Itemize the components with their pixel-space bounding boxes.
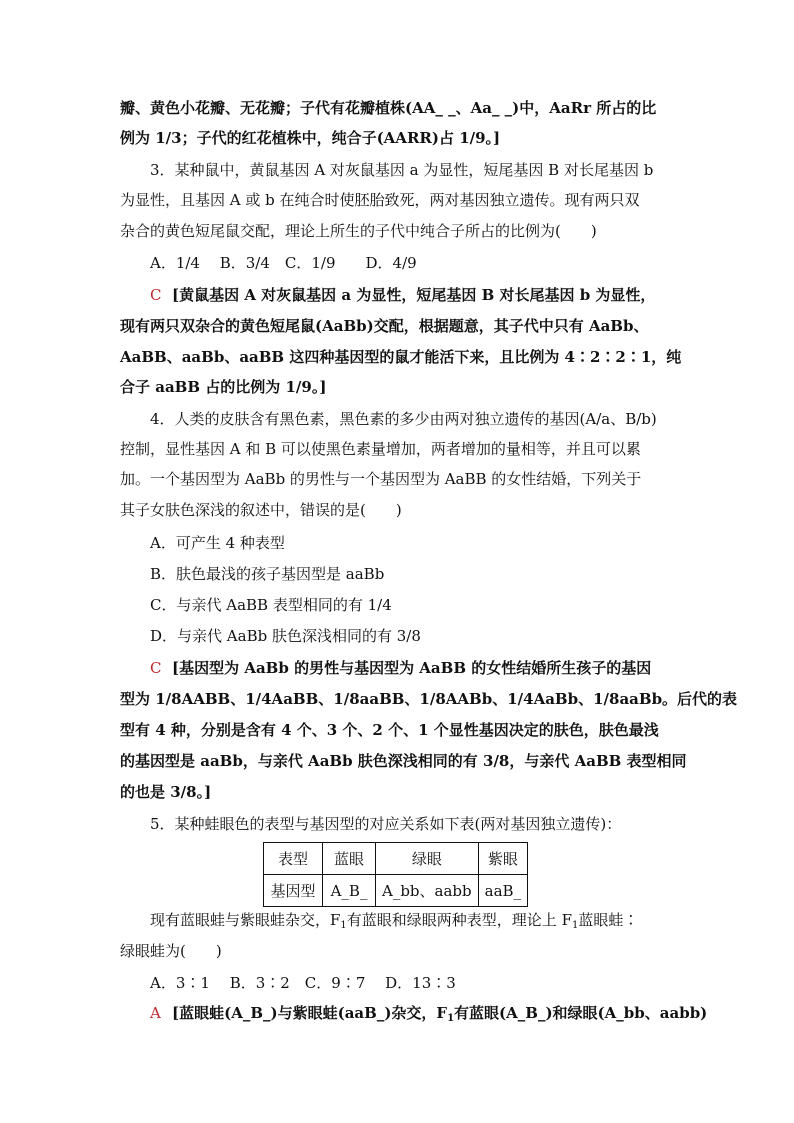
subscript: 1 [340, 920, 347, 931]
answer-4-text: 的基因型是 aaBb，与亲代 AaBb 肤色深浅相同的有 3/8，与亲代 AaBB 表型相同 [120, 752, 687, 770]
question-4-text: 控制，显性基因 A 和 B 可以使黑色素量增加，两者增加的量相等，并且可以累 [120, 440, 641, 458]
answer-4-text: 型有 4 种，分别是含有 4 个、3 个、2 个、1 个显性基因决定的肤色，肤色最浅 [120, 721, 659, 739]
answer-4-line [150, 658, 680, 678]
question-4-option-d: D．与亲代 AaBb 肤色深浅相同的有 3/8 [150, 627, 421, 645]
answer-5-text: 有蓝眼(A_B_)和绿眼(A_bb、aabb) [454, 1004, 708, 1022]
answer-5-text: [蓝眼蛙(A_B_)与紫眼蛙(aaB_)杂交，F [172, 1004, 448, 1022]
answer-3-text: 合子 aaBB 占的比例为 1/9。] [120, 378, 327, 396]
table-header-cell: 表型 [264, 843, 323, 875]
question-3-text: 为显性，且基因 A 或 b 在纯合时使胚胎致死，两对基因独立遗传。现有两只双 [120, 191, 640, 209]
text-run: 有蓝眼和绿眼两种表型，理论上 F [346, 911, 572, 929]
question-4-text: 4．人类的皮肤含有黑色素，黑色素的多少由两对独立遗传的基因(A/a、B/b) [150, 410, 657, 428]
text-run: 蓝眼蛙∶ [578, 911, 639, 929]
answer-3-text: AaBB、aaBb、aaBB 这四种基因型的鼠才能活下来，且比例为 4∶2∶2∶1，纯 [120, 348, 682, 366]
question-4-option-c: C．与亲代 AaBB 表型相同的有 1/4 [150, 596, 392, 614]
answer-5-line [150, 1003, 708, 1029]
genotype-table [263, 842, 528, 907]
question-4-text: 其子女肤色深浅的叙述中，错误的是( ) [120, 501, 402, 519]
question-4-text: 加。一个基因型为 AaBb 的男性与一个基因型为 AaBB 的女性结婚，下列关于 [120, 470, 642, 488]
table-cell: A_B_ [323, 875, 376, 907]
table-cell: A_bb、aabb [376, 875, 479, 907]
question-3-options: A．1/4 B．3/4 C．1/9 D．4/9 [150, 254, 417, 272]
answer-3-text: 现有两只双杂合的黄色短尾鼠(AaBb)交配，根据题意，其子代中只有 AaBb、 [120, 317, 649, 335]
table-header-row [264, 843, 528, 875]
subscript: 1 [571, 920, 579, 931]
answer-3-text: [黄鼠基因 A 对灰鼠基因 a 为显性，短尾基因 B 对长尾基因 b 为显性， [172, 286, 656, 304]
question-4-option-a: A．可产生 4 种表型 [150, 534, 285, 552]
subscript: 1 [447, 1013, 455, 1024]
answer-4-text: 的也是 3/8。] [120, 783, 212, 801]
table-header-cell: 绿眼 [376, 843, 479, 875]
table-row [264, 875, 528, 907]
question-4-option-b: B．肤色最浅的孩子基因型是 aaBb [150, 565, 385, 583]
text-run: 现有蓝眼蛙与紫眼蛙杂交，F [150, 911, 341, 929]
question-5-text: 绿眼蛙为( ) [120, 942, 222, 960]
question-3-text: 3．某种鼠中，黄鼠基因 A 对灰鼠基因 a 为显性，短尾基因 B 对长尾基因 b [150, 161, 654, 179]
answer-4-text: 型为 1/8AABB、1/4AaBB、1/8aaBB、1/8AABb、1/4AaBb、1/8aaBb。后代的表 [120, 690, 738, 708]
answer-3-line [150, 285, 680, 305]
table-header-cell: 蓝眼 [323, 843, 376, 875]
question-5-text: 5．某种蛙眼色的表型与基因型的对应关系如下表(两对基因独立遗传)： [150, 815, 622, 833]
answer-letter: A [150, 1004, 161, 1022]
question-5-options: A．3∶1 B．3∶2 C．9∶7 D．13∶3 [150, 974, 456, 992]
question-5-text [150, 910, 680, 936]
question-3-text: 杂合的黄色短尾鼠交配，理论上所生的子代中纯合子所占的比例为( ) [120, 222, 597, 240]
text-line: 瓣、黄色小花瓣、无花瓣；子代有花瓣植株(AA_ _、Aa_ _)中，AaRr 所占的比 [120, 99, 657, 117]
answer-4-text: [基因型为 AaBb 的男性与基因型为 AaBB 的女性结婚所生孩子的基因 [172, 659, 652, 677]
table-header-cell: 紫眼 [478, 843, 527, 875]
text-line: 例为 1/3；子代的红花植株中，纯合子(AARR)占 1/9。] [120, 129, 501, 147]
table-cell: 基因型 [264, 875, 323, 907]
answer-letter: C [150, 659, 162, 677]
answer-letter: C [150, 286, 162, 304]
table-cell: aaB_ [478, 875, 527, 907]
